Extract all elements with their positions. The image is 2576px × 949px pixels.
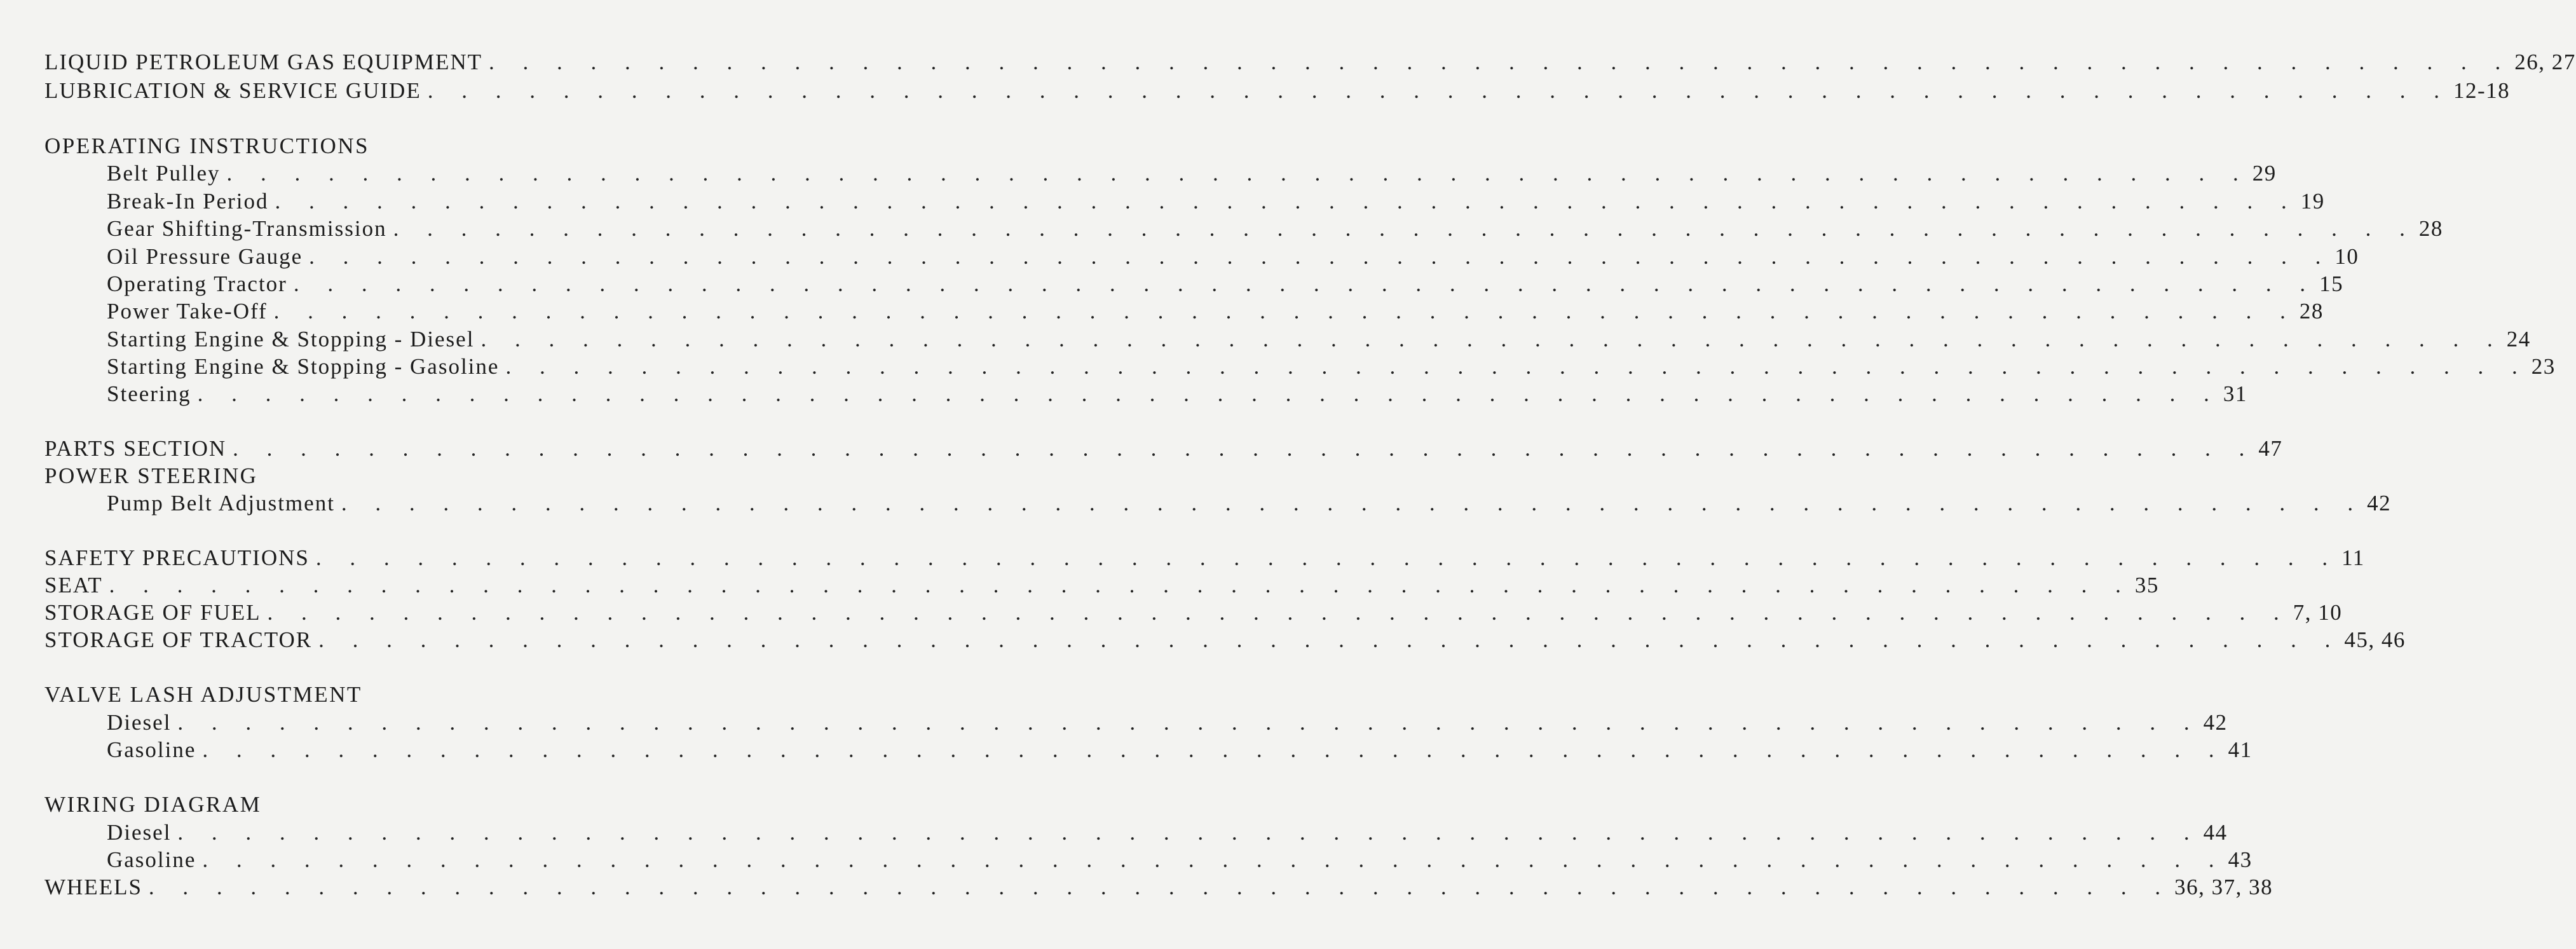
dot-leader: . . . . . . . . . . . . . . . . . . . . . . . . . . . . . . . . . . . . . . . . . . . . . . . . . . . . . . . . . . . . bbox=[293, 271, 2317, 296]
entry-label: Diesel bbox=[107, 710, 172, 735]
index-subentry bbox=[107, 820, 2228, 845]
page-number: 43 bbox=[2228, 847, 2252, 872]
entry-label: Gear Shifting-Transmission bbox=[107, 216, 387, 241]
page-number: 26, 27 bbox=[2514, 50, 2576, 74]
page-number: 45, 46 bbox=[2344, 627, 2406, 652]
entry-label: Power Take-Off bbox=[107, 299, 268, 324]
entry-label: Oil Pressure Gauge bbox=[107, 244, 303, 269]
dot-leader: . . . . . . . . . . . . . . . . . . . . . . . . . . . . . . . . . . . . . . . . . . . . . . . . . . . . . . . . . . . . bbox=[197, 381, 2221, 406]
index-entry bbox=[44, 573, 2159, 598]
index-subentry bbox=[107, 244, 2359, 270]
entry-label: Break-In Period bbox=[107, 189, 269, 214]
page-number: 11 bbox=[2341, 545, 2365, 570]
index-subentry bbox=[107, 710, 2228, 735]
page-number: 28 bbox=[2418, 216, 2443, 241]
page-number: 44 bbox=[2203, 820, 2228, 845]
index-subentry bbox=[107, 299, 2324, 324]
entry-label: Belt Pulley bbox=[107, 161, 221, 186]
index-entry bbox=[44, 436, 2283, 461]
dot-leader: . . . . . . . . . . . . . . . . . . . . . . . . . . . . . . . . . . . . . . . . . . . . . . . . . . . . . . . . . . . . bbox=[427, 78, 2451, 103]
page-number: 29 bbox=[2252, 161, 2277, 186]
dot-leader: . . . . . . . . . . . . . . . . . . . . . . . . . . . . . . . . . . . . . . . . . . . . . . . . . . . . . . . . . . . . bbox=[480, 327, 2504, 352]
dot-leader: . . . . . . . . . . . . . . . . . . . . . . . . . . . . . . . . . . . . . . . . . . . . . . . . . . . . . . . . . . . . bbox=[202, 737, 2226, 762]
index-subentry bbox=[107, 847, 2252, 873]
page-number: 42 bbox=[2203, 710, 2228, 735]
entry-label: Gasoline bbox=[107, 737, 196, 762]
index-entry bbox=[44, 627, 2406, 653]
dot-leader: . . . . . . . . . . . . . . . . . . . . . . . . . . . . . . . . . . . . . . . . . . . . . . . . . . . . . . . . . . . . bbox=[109, 573, 2132, 597]
dot-leader: . . . . . . . . . . . . . . . . . . . . . . . . . . . . . . . . . . . . . . . . . . . . . . . . . . . . . . . . . . . . bbox=[489, 50, 2512, 74]
entry-label: Starting Engine & Stopping - Gasoline bbox=[107, 354, 500, 379]
entry-label: STORAGE OF FUEL bbox=[44, 600, 261, 625]
index-subentry bbox=[107, 271, 2344, 297]
page-number: 23 bbox=[2531, 354, 2556, 379]
page-number: 12-18 bbox=[2453, 78, 2511, 103]
entry-label: WIRING DIAGRAM bbox=[44, 792, 262, 817]
entry-label: Diesel bbox=[107, 820, 172, 845]
index-subentry bbox=[107, 327, 2531, 352]
entry-label: Starting Engine & Stopping - Diesel bbox=[107, 327, 475, 352]
index-entry bbox=[44, 600, 2343, 625]
dot-leader: . . . . . . . . . . . . . . . . . . . . . . . . . . . . . . . . . . . . . . . . . . . . . . . . . . . . . . . . . . . . bbox=[226, 161, 2250, 186]
dot-leader: . . . . . . . . . . . . . . . . . . . . . . . . . . . . . . . . . . . . . . . . . . . . . . . . . . . . . . . . . . . . bbox=[393, 216, 2416, 241]
index-entry bbox=[44, 875, 2273, 900]
entry-label: Operating Tractor bbox=[107, 271, 287, 296]
page-number: 41 bbox=[2228, 737, 2252, 762]
entry-label: SEAT bbox=[44, 573, 103, 597]
index-subentry bbox=[107, 161, 2277, 186]
page-number: 42 bbox=[2367, 491, 2392, 515]
index-subentry bbox=[107, 737, 2252, 763]
dot-leader: . . . . . . . . . . . . . . . . . . . . . . . . . . . . . . . . . . . . . . . . . . . . . . . . . . . . . . . . . . . . bbox=[315, 545, 2340, 570]
page-number: 35 bbox=[2134, 573, 2159, 597]
index-entry bbox=[44, 78, 2511, 104]
page-number: 19 bbox=[2300, 189, 2325, 214]
dot-leader: . . . . . . . . . . . . . . . . . . . . . . . . . . . . . . . . . . . . . . . . . . . . . . . . . . . . . . . . . . . . bbox=[177, 820, 2201, 845]
index-entry bbox=[44, 50, 2576, 75]
dot-leader: . . . . . . . . . . . . . . . . . . . . . . . . . . . . . . . . . . . . . . . . . . . . . . . . . . . . . . . . . . . . bbox=[148, 875, 2172, 899]
index-section-heading bbox=[44, 133, 971, 159]
entry-label: VALVE LASH ADJUSTMENT bbox=[44, 682, 362, 707]
dot-leader: . . . . . . . . . . . . . . . . . . . . . . . . . . . . . . . . . . . . . . . . . . . . . . . . . . . . . . . . . . . . bbox=[505, 354, 2529, 379]
page-number: 24 bbox=[2506, 327, 2531, 352]
entry-label: STORAGE OF TRACTOR bbox=[44, 627, 313, 652]
entry-label: Steering bbox=[107, 381, 191, 406]
page-number: 28 bbox=[2299, 299, 2324, 324]
index-section-heading bbox=[44, 682, 971, 707]
index-subentry bbox=[107, 216, 2443, 242]
entry-label: SAFETY PRECAUTIONS bbox=[44, 545, 310, 570]
index-section-heading bbox=[44, 792, 971, 817]
entry-label: Gasoline bbox=[107, 847, 196, 872]
page-number: 7, 10 bbox=[2293, 600, 2343, 625]
dot-leader: . . . . . . . . . . . . . . . . . . . . . . . . . . . . . . . . . . . . . . . . . . . . . . . . . . . . . . . . . . . . bbox=[233, 436, 2256, 461]
dot-leader: . . . . . . . . . . . . . . . . . . . . . . . . . . . . . . . . . . . . . . . . . . . . . . . . . . . . . . . . . . . . bbox=[177, 710, 2201, 735]
page-number: 15 bbox=[2319, 271, 2344, 296]
page-number: 47 bbox=[2258, 436, 2283, 461]
dot-leader: . . . . . . . . . . . . . . . . . . . . . . . . . . . . . . . . . . . . . . . . . . . . . . . . . . . . . . . . . . . . bbox=[309, 244, 2333, 269]
entry-label: Pump Belt Adjustment bbox=[107, 491, 335, 515]
entry-label: LUBRICATION & SERVICE GUIDE bbox=[44, 78, 421, 103]
dot-leader: . . . . . . . . . . . . . . . . . . . . . . . . . . . . . . . . . . . . . . . . . . . . . . . . . . . . . . . . . . . . bbox=[275, 189, 2298, 214]
index-entry bbox=[44, 545, 2365, 571]
index-subentry bbox=[107, 491, 2392, 516]
entry-label: LIQUID PETROLEUM GAS EQUIPMENT bbox=[44, 50, 482, 74]
page-number: 31 bbox=[2223, 381, 2247, 406]
page-number: 36, 37, 38 bbox=[2174, 875, 2273, 899]
dot-leader: . . . . . . . . . . . . . . . . . . . . . . . . . . . . . . . . . . . . . . . . . . . . . . . . . . . . . . . . . . . . bbox=[318, 627, 2342, 652]
entry-label: PARTS SECTION bbox=[44, 436, 227, 461]
index-subentry bbox=[107, 189, 2325, 214]
index-subentry bbox=[107, 354, 2556, 379]
page-number: 10 bbox=[2334, 244, 2359, 269]
entry-label: POWER STEERING bbox=[44, 463, 258, 488]
dot-leader: . . . . . . . . . . . . . . . . . . . . . . . . . . . . . . . . . . . . . . . . . . . . . . . . . . . . . . . . . . . . bbox=[273, 299, 2297, 324]
entry-label: WHEELS bbox=[44, 875, 142, 899]
dot-leader: . . . . . . . . . . . . . . . . . . . . . . . . . . . . . . . . . . . . . . . . . . . . . . . . . . . . . . . . . . . . bbox=[267, 600, 2291, 625]
entry-label: OPERATING INSTRUCTIONS bbox=[44, 133, 369, 158]
dot-leader: . . . . . . . . . . . . . . . . . . . . . . . . . . . . . . . . . . . . . . . . . . . . . . . . . . . . . . . . . . . . bbox=[202, 847, 2226, 872]
index-section-heading bbox=[44, 463, 971, 489]
dot-leader: . . . . . . . . . . . . . . . . . . . . . . . . . . . . . . . . . . . . . . . . . . . . . . . . . . . . . . . . . . . . bbox=[341, 491, 2365, 515]
index-subentry bbox=[107, 381, 2247, 407]
